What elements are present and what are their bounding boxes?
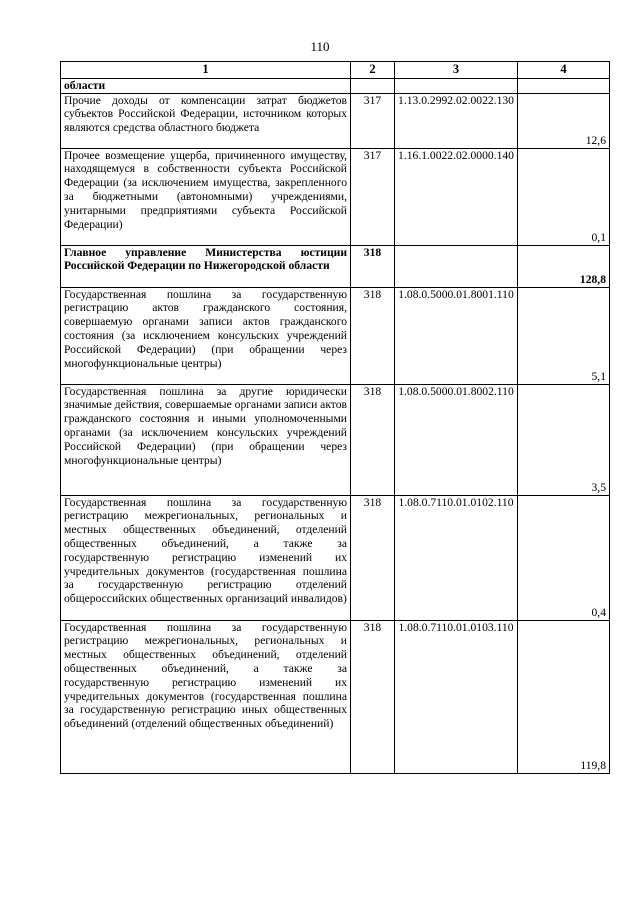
row-description: Главное управление Министерства юстиции Российской Федерации по Нижегородской области <box>61 245 351 287</box>
row-budget-code: 1.08.0.7110.01.0103.110 <box>395 620 518 773</box>
row-budget-code <box>395 78 518 93</box>
row-admin-code: 318 <box>351 384 395 495</box>
column-header-4: 4 <box>518 62 610 79</box>
table-row <box>61 93 610 148</box>
row-admin-code: 318 <box>351 287 395 384</box>
row-description: Государственная пошлина за другие юридически значимые действия, совершаемые органами записи актов гражданского состояния и иными уполномоченными органами (за исключением консульских учреждений Российской Федерации) (при обращении через многофункциональные центры) <box>61 384 351 495</box>
row-amount: 3,5 <box>518 384 610 495</box>
row-amount: 12,6 <box>518 93 610 148</box>
row-budget-code: 1.16.1.0022.02.0000.140 <box>395 148 518 245</box>
table-row <box>61 287 610 384</box>
row-admin-code: 318 <box>351 495 395 620</box>
page-number: 110 <box>310 39 330 54</box>
row-description: Государственная пошлина за государственную регистрацию актов гражданского состояния, совершаемую органами записи актов гражданского состояния (за исключением консульских учреждений Российской Федерации) (при обращении через многофункциональные центры) <box>61 287 351 384</box>
column-header-3: 3 <box>395 62 518 79</box>
column-header-1: 1 <box>61 62 351 79</box>
table-header-row <box>61 62 610 79</box>
row-description: Прочие доходы от компенсации затрат бюджетов субъектов Российской Федерации, источником которых являются средства областного бюджета <box>61 93 351 148</box>
row-amount: 5,1 <box>518 287 610 384</box>
row-description: Государственная пошлина за государственную регистрацию межрегиональных, региональных и местных общественных объединений, отделений общественных объединений, а также за государственную регистрацию изменений их учредительных документов (государственная пошлина за государственную регистрацию иных общественных объединений (отделений общественных объединений) <box>61 620 351 773</box>
table-row <box>61 384 610 495</box>
row-description: Прочее возмещение ущерба, причиненного имуществу, находящемуся в собственности субъекта Российской Федерации (за исключением имущества, закрепленного за бюджетными (автономными) учреждениями, унитарными предприятиями субъекта Российской Федерации) <box>61 148 351 245</box>
row-amount: 128,8 <box>518 245 610 287</box>
row-description: Государственная пошлина за государственную регистрацию межрегиональных, региональных и местных общественных объединений, отделений общественных объединений, а также за государственную регистрацию изменений их учредительных документов (государственная пошлина за государственную регистрацию отделений общероссийских общественных организаций инвалидов) <box>61 495 351 620</box>
row-admin-code: 318 <box>351 245 395 287</box>
row-amount: 0,1 <box>518 148 610 245</box>
row-amount <box>518 78 610 93</box>
revenue-table <box>60 61 610 774</box>
table-row <box>61 495 610 620</box>
row-budget-code: 1.08.0.5000.01.8002.110 <box>395 384 518 495</box>
table-row <box>61 620 610 773</box>
table-row <box>61 148 610 245</box>
table-row <box>61 245 610 287</box>
row-description: области <box>61 78 351 93</box>
row-admin-code <box>351 78 395 93</box>
row-budget-code: 1.13.0.2992.02.0022.130 <box>395 93 518 148</box>
row-amount: 0,4 <box>518 495 610 620</box>
row-budget-code: 1.08.0.7110.01.0102.110 <box>395 495 518 620</box>
row-amount: 119,8 <box>518 620 610 773</box>
row-budget-code: 1.08.0.5000.01.8001.110 <box>395 287 518 384</box>
row-admin-code: 317 <box>351 148 395 245</box>
row-admin-code: 317 <box>351 93 395 148</box>
row-admin-code: 318 <box>351 620 395 773</box>
table-row <box>61 78 610 93</box>
row-budget-code <box>395 245 518 287</box>
column-header-2: 2 <box>351 62 395 79</box>
